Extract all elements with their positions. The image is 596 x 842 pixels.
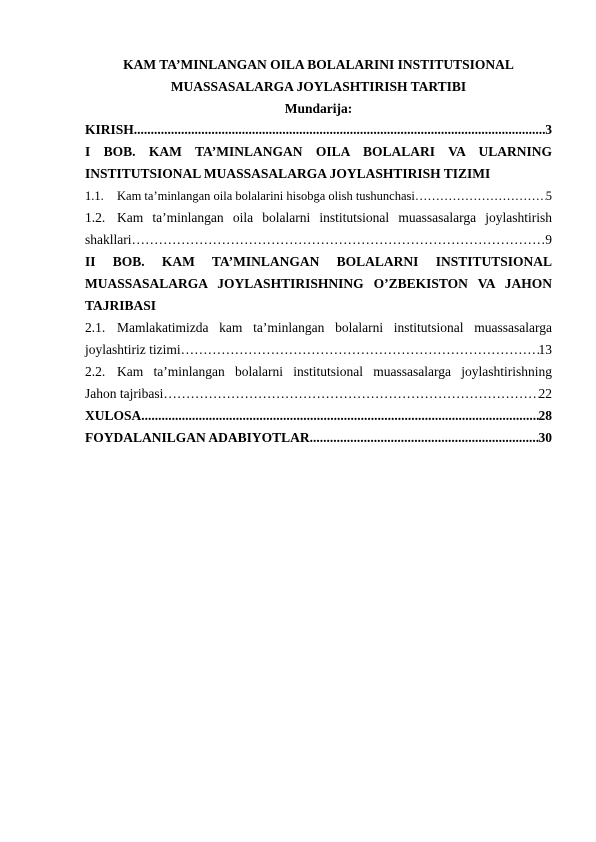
toc-leader: [134, 119, 545, 141]
toc-leader: [163, 383, 538, 405]
toc-page-number: 3: [545, 122, 552, 137]
toc-entry-conclusion: [85, 405, 552, 427]
toc-entry-2-2-line-1: [85, 361, 552, 383]
toc-leader: [141, 405, 538, 427]
toc-label: shakllari: [85, 232, 132, 247]
title-line-2: MUASSASALARGA JOYLASHTIRISH TARTIBI: [170, 79, 467, 94]
toc-entry-1-2-line-1: [85, 207, 552, 229]
toc-entry-1-1: [85, 185, 552, 207]
document-title: [85, 54, 552, 98]
toc-leader: [310, 427, 539, 449]
toc-leader: [415, 185, 546, 207]
toc-section-number: 2.1.: [85, 320, 106, 335]
toc-label: joylashtiriz tizimi: [85, 342, 181, 357]
toc-section-number: 1.1.: [85, 189, 104, 203]
toc-entry-2-1-line-2: [85, 339, 552, 361]
toc-page-number: 28: [538, 408, 552, 423]
document-page: [85, 54, 552, 449]
toc-entry-2-2-line-2: [85, 383, 552, 405]
toc-leader: [181, 339, 539, 361]
toc-label: FOYDALANILGAN ADABIYOTLAR: [85, 430, 310, 445]
toc-section-number: 1.2.: [85, 210, 106, 225]
toc-page-number: 22: [538, 386, 552, 401]
toc-label: Mamlakatimizda kam ta’minlangan bolalarni institutsional muassasalarga: [117, 320, 552, 335]
contents-heading: Mundarija:: [284, 101, 353, 116]
toc-entry-1-2-line-2: [85, 229, 552, 251]
toc-label: Kam ta’minlangan oila bolalarni institutsional muassasalarga joylashtirish: [117, 210, 552, 225]
toc-chapter-2-line-2: MUASSASALARGA JOYLASHTIRISHNING O’ZBEKISTON VA JAHON: [85, 276, 552, 291]
toc-page-number: 5: [545, 189, 552, 203]
toc-label: XULOSA: [85, 408, 142, 423]
toc-label: KIRISH: [85, 122, 134, 137]
title-line-1: KAM TA’MINLANGAN OILA BOLALARINI INSTITUTSIONAL: [123, 57, 514, 72]
toc-entry-intro: [85, 119, 552, 141]
toc-section-number: 2.2.: [85, 364, 106, 379]
toc-entry-references: [85, 427, 552, 449]
toc-page-number: 9: [545, 232, 552, 247]
toc-label: Kam ta’minlangan bolalarni institutsional muassasalarga joylashtirishning: [117, 364, 552, 379]
toc-page-number: 13: [538, 342, 552, 357]
toc-entry-2-1-line-1: [85, 317, 552, 339]
toc-chapter-2-line-3: TAJRIBASI: [85, 298, 157, 313]
toc-chapter-1-line-1: I BOB. KAM TA’MINLANGAN OILA BOLALARI VA ULARNING: [85, 144, 552, 159]
toc-leader: [132, 229, 546, 251]
toc-label: Jahon tajribasi: [85, 386, 164, 401]
toc-chapter-1-line-2: INSTITUTSIONAL MUASSASALARGA JOYLASHTIRISH TIZIMI: [85, 166, 491, 181]
toc-chapter-2-line-1: II BOB. KAM TA’MINLANGAN BOLALARNI INSTITUTSIONAL: [85, 254, 552, 269]
toc-page-number: 30: [538, 430, 552, 445]
toc-label: Kam ta’minlangan oila bolalarini hisobga olish tushunchasi: [117, 189, 415, 203]
